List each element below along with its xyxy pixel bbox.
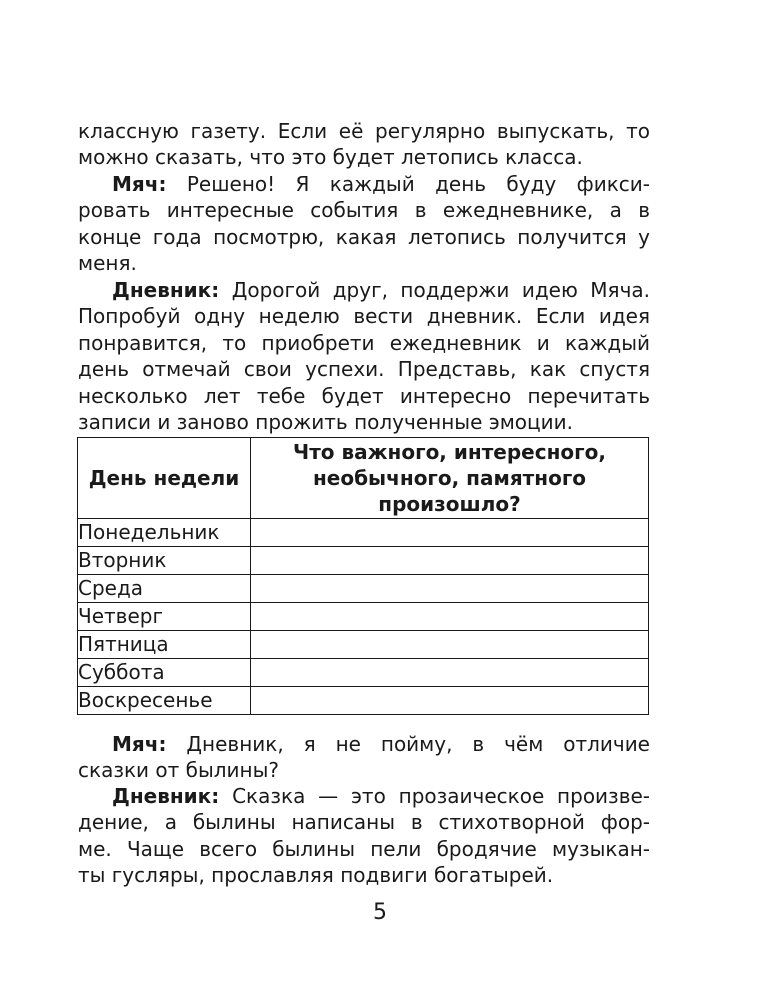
text-line: день отмечай свои успехи. Представь, как спустя [78, 357, 650, 382]
weekly-diary-table [77, 437, 649, 715]
event-cell[interactable] [251, 631, 649, 659]
text-line: меня. [78, 251, 137, 276]
text-line: ме. Чаще всего былины пели бродячие музыкан- [78, 836, 650, 861]
day-cell: Среда [78, 575, 251, 603]
ball-reply-paragraph [78, 171, 650, 277]
table-header-row [78, 438, 649, 519]
event-cell[interactable] [251, 547, 649, 575]
header-line: Что важного, интересного, [293, 440, 606, 464]
table-row [78, 603, 649, 631]
text-line: несколько лет тебе будет интересно перечитать [78, 383, 650, 408]
intro-paragraph [78, 118, 650, 171]
event-cell[interactable] [251, 519, 649, 547]
diary-reply-paragraph [78, 277, 650, 435]
event-cell[interactable] [251, 687, 649, 715]
table-row [78, 631, 649, 659]
text-line: классную газету. Если её регулярно выпускать, то [78, 119, 650, 143]
text-line: сказки от былины? [78, 758, 280, 783]
text-line [78, 277, 650, 303]
text-line: записи и заново прожить полученные эмоции. [78, 410, 573, 435]
text-line [78, 171, 650, 197]
text-line: можно сказать, что это будет летопись класса. [78, 145, 583, 170]
event-cell[interactable] [251, 659, 649, 687]
text-line: ровать интересные события в ежедневнике, а в [78, 198, 650, 223]
day-cell: Понедельник [78, 519, 251, 547]
speaker-label: Дневник: [112, 784, 220, 808]
text-line [78, 731, 650, 757]
text-line: дение, а былины написаны в стихотворной фор- [78, 810, 650, 835]
speech-text: Дневник, я не пойму, в чём отличие [186, 732, 650, 756]
speech-text: Решено! Я каждый день буду фикси- [186, 172, 650, 196]
speech-text: Дорогой друг, поддержи идею Мяча. [231, 278, 651, 302]
text-line: конце года посмотрю, какая летопись получится у [78, 224, 650, 249]
table-row [78, 547, 649, 575]
page-number: 5 [373, 900, 387, 925]
text-line: понравится, то приобрети ежедневник и каждый [78, 330, 650, 355]
header-line: необычного, памятного [312, 466, 587, 490]
header-day-of-week: День недели [78, 438, 251, 519]
day-cell: Воскресенье [78, 687, 251, 715]
speech-text: Сказка — это прозаическое произве- [232, 784, 651, 808]
diary-answer-paragraph [78, 783, 650, 889]
table-row [78, 575, 649, 603]
speaker-label: Дневник: [112, 278, 220, 302]
header-line: произошло? [378, 492, 521, 516]
table-row [78, 519, 649, 547]
day-cell: Суббота [78, 659, 251, 687]
event-cell[interactable] [251, 603, 649, 631]
day-cell: Пятница [78, 631, 251, 659]
text-line [78, 783, 650, 809]
day-cell: Вторник [78, 547, 251, 575]
speaker-label: Мяч: [112, 172, 167, 196]
event-cell[interactable] [251, 575, 649, 603]
speaker-label: Мяч: [112, 732, 167, 756]
ball-question-paragraph [78, 731, 650, 784]
table-row [78, 659, 649, 687]
day-cell: Четверг [78, 603, 251, 631]
text-line: ты гусляры, прославляя подвиги богатырей. [78, 863, 554, 888]
table-row [78, 687, 649, 715]
header-events [251, 438, 649, 519]
text-line: Попробуй одну неделю вести дневник. Если идея [78, 304, 650, 329]
